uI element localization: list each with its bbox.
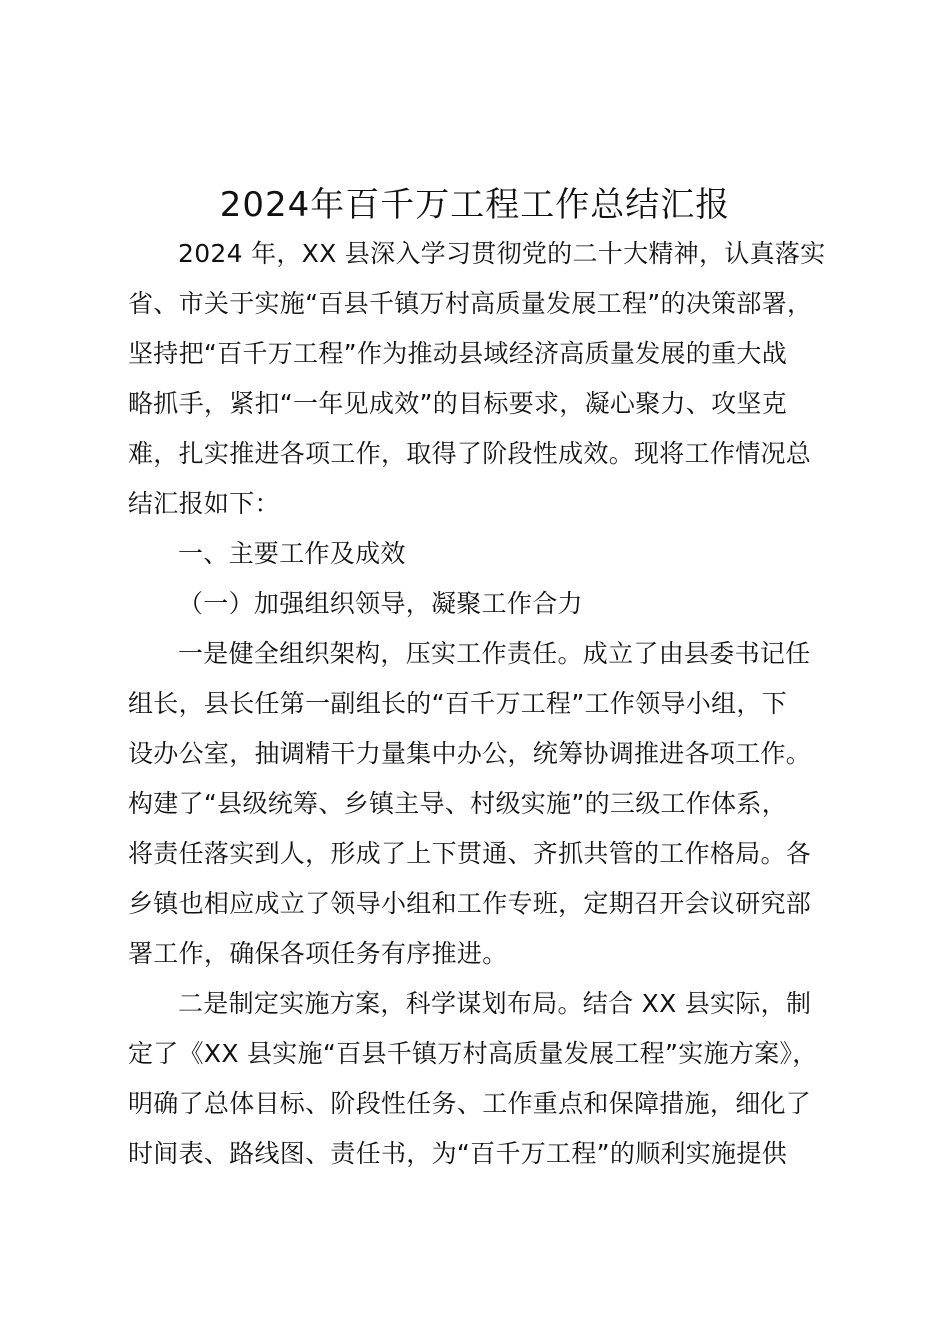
paragraph-1-line-5: 难，扎实推进各项工作，取得了阶段性成效。现将工作情况总 — [128, 439, 812, 468]
paragraph-2-line-5: 将责任落实到人，形成了上下贯通、齐抓共管的工作格局。各 — [128, 839, 812, 868]
paragraph-1-line-3: 坚持把“百千万工程”作为推动县域经济高质量发展的重大战 — [128, 339, 788, 368]
paragraph-3-line-2: 定了《XX 县实施“百县千镇万村高质量发展工程”实施方案》， — [128, 1039, 818, 1068]
paragraph-3-line-3: 明确了总体目标、阶段性任务、工作重点和保障措施，细化了 — [128, 1089, 812, 1118]
paragraph-3-line-4: 时间表、路线图、责任书，为“百千万工程”的顺利实施提供 — [128, 1139, 788, 1168]
section-heading: 一、主要工作及成效 — [178, 539, 406, 568]
paragraph-1-line-2: 省、市关于实施“百县千镇万村高质量发展工程”的决策部署， — [128, 289, 813, 318]
paragraph-2-line-1: 一是健全组织架构，压实工作责任。成立了由县委书记任 — [178, 639, 811, 668]
paragraph-1-line-4: 略抓手，紧扣“一年见成效”的目标要求，凝心聚力、攻坚克 — [128, 389, 788, 418]
paragraph-2-line-6: 乡镇也相应成立了领导小组和工作专班，定期召开会议研究部 — [128, 889, 812, 918]
document-title: 2024年百千万工程工作总结汇报 — [219, 185, 731, 225]
paragraph-2-line-4: 构建了“县级统筹、乡镇主导、村级实施”的三级工作体系， — [128, 789, 788, 818]
paragraph-1-line-1: 2024 年，XX 县深入学习贯彻党的二十大精神，认真落实 — [178, 239, 826, 268]
paragraph-2-line-7: 署工作，确保各项任务有序推进。 — [128, 939, 508, 968]
paragraph-1-line-6: 结汇报如下： — [128, 489, 280, 518]
subsection-heading: （一）加强组织领导，凝聚工作合力 — [178, 589, 583, 618]
paragraph-2-line-3: 设办公室，抽调精干力量集中办公，统筹协调推进各项工作。 — [128, 739, 812, 768]
paragraph-3-line-1: 二是制定实施方案，科学谋划布局。结合 XX 县实际，制 — [178, 989, 812, 1018]
paragraph-2-line-2: 组长，县长任第一副组长的“百千万工程”工作领导小组，下 — [128, 689, 788, 718]
